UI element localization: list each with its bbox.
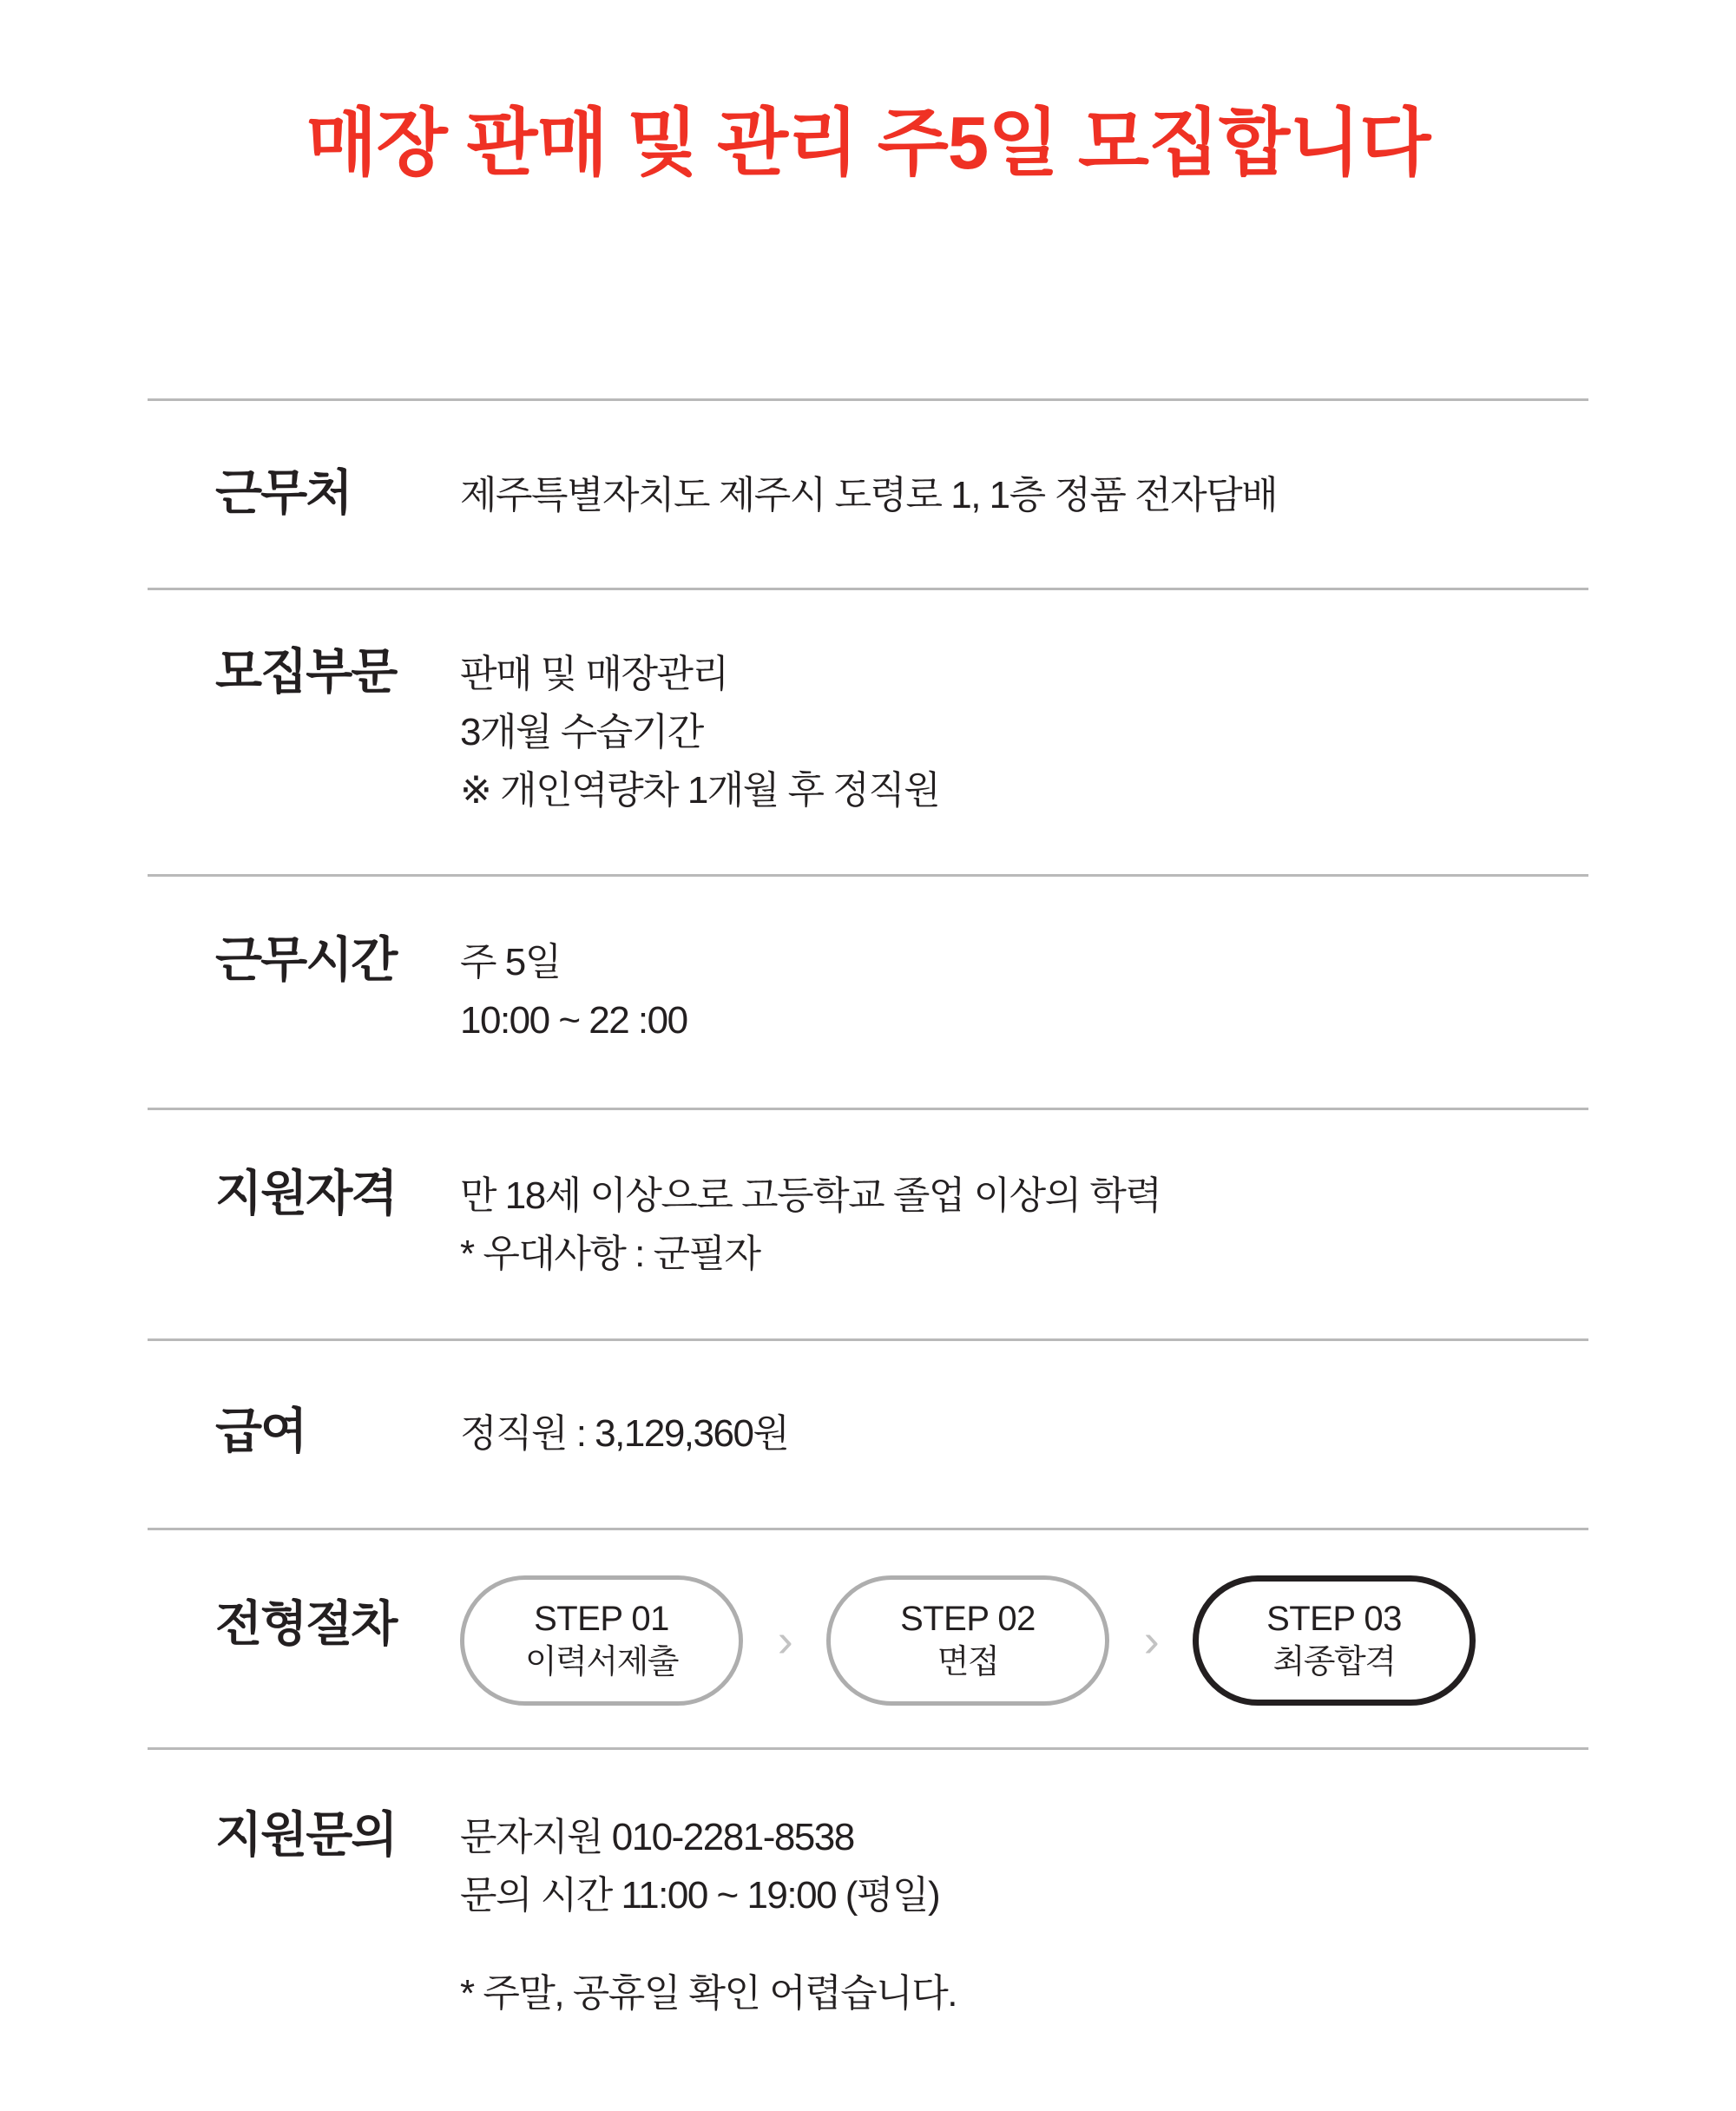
row-value-qualification xyxy=(460,1164,1588,1284)
process-step-3-name: 최종합격 xyxy=(1272,1644,1396,1681)
process-step-2-name: 면접 xyxy=(937,1644,999,1681)
chevron-right-icon: › xyxy=(1143,1614,1159,1667)
hours-line-2: 10:00 ~ 22 :00 xyxy=(460,998,687,1042)
table-row-inquiry xyxy=(148,1750,1588,2067)
process-step-3 xyxy=(1193,1575,1476,1706)
row-value-process xyxy=(460,1572,1588,1706)
process-step-1-number: STEP 01 xyxy=(534,1599,669,1638)
row-label-process: 전형절차 xyxy=(215,1596,397,1652)
inquiry-line-2: 문의 시간 11:00 ~ 19:00 (평일) xyxy=(460,1874,940,1917)
row-label-hours: 근무시간 xyxy=(215,931,397,987)
process-step-1 xyxy=(460,1575,743,1706)
row-label-inquiry: 지원문의 xyxy=(215,1807,397,1863)
row-value-position xyxy=(460,642,1588,820)
row-value-workplace xyxy=(460,464,1588,525)
row-label-workplace: 근무처 xyxy=(215,465,352,521)
row-label-position: 모집부문 xyxy=(215,644,397,700)
position-line-3: ※ 개인역량차 1개월 후 정직원 xyxy=(460,769,940,812)
table-row-qualification xyxy=(148,1110,1588,1339)
process-steps xyxy=(460,1575,1588,1706)
chevron-right-icon: › xyxy=(777,1614,792,1667)
inquiry-line-1: 문자지원 010-2281-8538 xyxy=(460,1816,854,1859)
bottom-spacer xyxy=(0,2067,1736,2101)
page-title-container xyxy=(0,0,1736,233)
pay-line-1: 정직원 : 3,129,360원 xyxy=(460,1412,789,1456)
workplace-line-1: 제주특별자치도 제주시 도령로 1, 1층 정품 전자담배 xyxy=(460,474,1278,517)
qualification-line-2: * 우대사항 : 군필자 xyxy=(460,1232,760,1275)
details-table xyxy=(148,398,1588,2067)
process-step-3-number: STEP 03 xyxy=(1266,1599,1402,1638)
row-value-hours xyxy=(460,931,1588,1050)
inquiry-note: * 주말, 공휴일 확인 어렵습니다. xyxy=(460,1972,957,2015)
table-row-position xyxy=(148,590,1588,874)
page-title: 매장 판매 및 관리 주5일 모집합니다 xyxy=(306,102,1430,185)
hours-line-1: 주 5일 xyxy=(460,940,561,983)
table-row-workplace xyxy=(148,401,1588,588)
table-row-process xyxy=(148,1530,1588,1747)
process-step-2 xyxy=(826,1575,1109,1706)
row-label-qualification: 지원자격 xyxy=(215,1165,397,1220)
qualification-line-1: 만 18세 이상으로 고등학교 졸업 이상의 학력 xyxy=(460,1174,1161,1217)
position-line-2: 3개월 수습기간 xyxy=(460,711,703,754)
table-row-pay xyxy=(148,1341,1588,1528)
process-step-1-name: 이력서제출 xyxy=(524,1644,679,1681)
row-label-pay: 급여 xyxy=(215,1404,306,1459)
process-step-2-number: STEP 02 xyxy=(900,1599,1036,1638)
position-line-1: 판매 및 매장관리 xyxy=(460,653,728,696)
table-row-hours xyxy=(148,877,1588,1108)
row-value-pay xyxy=(460,1402,1588,1463)
row-value-inquiry xyxy=(460,1805,1588,2023)
